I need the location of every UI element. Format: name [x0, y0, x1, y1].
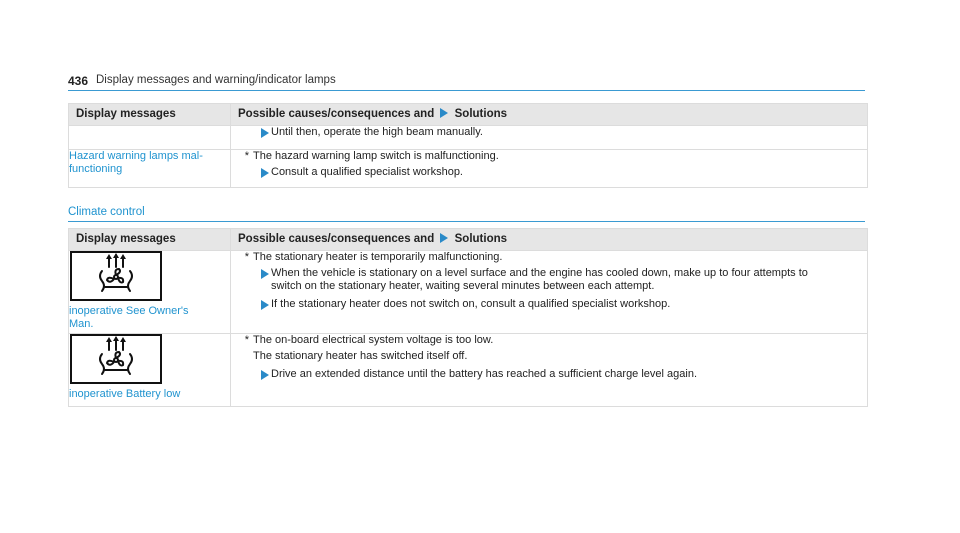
column-header-causes-solutions [231, 229, 868, 251]
cause-text: The on-board electrical system voltage is too low. [253, 334, 494, 346]
message-cell [69, 334, 231, 407]
play-arrow-icon [261, 128, 269, 138]
cause-line [231, 334, 867, 347]
cause-line [231, 150, 867, 163]
play-arrow-icon [261, 300, 269, 310]
note-text: The stationary heater has switched itself off. [253, 350, 468, 362]
column-header-causes-label: Possible causes/consequences and [238, 108, 435, 120]
section-title: Climate control [68, 206, 145, 218]
solution-step [231, 298, 867, 311]
table-row [69, 251, 868, 334]
hazard-warning-message-link[interactable] [69, 150, 230, 176]
solution-step [231, 126, 867, 139]
solution-step [231, 267, 867, 293]
solution-text-line: switch on the stationary heater, waiting several minutes between each attempt. [271, 280, 655, 292]
column-header-display-messages: Display messages [69, 104, 231, 126]
column-header-solutions-label: Solutions [454, 233, 508, 245]
message-cell [69, 150, 231, 188]
heater-inoperative-message-link[interactable] [69, 305, 230, 331]
solution-step [231, 368, 867, 381]
solution-text: Drive an extended distance until the battery has reached a sufficient charge level again. [271, 368, 698, 380]
play-arrow-icon [440, 233, 448, 243]
cause-line [231, 251, 867, 264]
message-text-line: functioning [69, 163, 123, 175]
heater-battery-low-message-link[interactable] [69, 388, 230, 401]
play-arrow-icon [261, 168, 269, 178]
table-header-row [69, 104, 868, 126]
message-text-line: Man. [69, 318, 94, 330]
stationary-heater-icon [70, 251, 162, 301]
play-arrow-icon [261, 370, 269, 380]
solution-cell [231, 126, 868, 150]
column-header-causes-solutions [231, 104, 868, 126]
message-text-line: inoperative See Owner's [69, 305, 189, 317]
messages-table-1 [68, 103, 868, 188]
bullet: * [244, 334, 249, 346]
solution-text-line: When the vehicle is stationary on a level surface and the engine has cooled down, make up to four attempts to [271, 267, 808, 279]
solution-text: Until then, operate the high beam manually. [271, 126, 483, 138]
table-header-row [69, 229, 868, 251]
solution-step [231, 166, 867, 179]
message-cell [69, 126, 231, 150]
section-heading [68, 206, 865, 222]
column-header-display-messages: Display messages [69, 229, 231, 251]
messages-table-2 [68, 228, 868, 407]
table-row [69, 150, 868, 188]
stationary-heater-icon-graphic [72, 336, 160, 382]
cause-text: The stationary heater is temporarily malfunctioning. [253, 251, 503, 263]
page-header [68, 72, 865, 91]
column-header-causes-label: Possible causes/consequences and [238, 233, 435, 245]
message-cell [69, 251, 231, 334]
solution-cell [231, 150, 868, 188]
table-row [69, 334, 868, 407]
cause-text: The hazard warning lamp switch is malfunctioning. [253, 150, 499, 162]
play-arrow-icon [440, 108, 448, 118]
solution-text: Consult a qualified specialist workshop. [271, 166, 463, 178]
page-title: Display messages and warning/indicator lamps [96, 74, 336, 86]
solution-cell [231, 334, 868, 407]
message-text-line: inoperative Battery low [69, 388, 181, 400]
play-arrow-icon [261, 269, 269, 279]
bullet: * [244, 150, 249, 162]
stationary-heater-icon-graphic [72, 253, 160, 299]
page-number: 436 [68, 74, 89, 88]
message-text-line: Hazard warning lamps mal- [69, 150, 203, 162]
solution-text: If the stationary heater does not switch on, consult a qualified specialist workshop. [271, 298, 671, 310]
column-header-solutions-label: Solutions [454, 108, 508, 120]
solution-cell [231, 251, 868, 334]
table-row [69, 126, 868, 150]
stationary-heater-icon [70, 334, 162, 384]
bullet: * [244, 251, 249, 263]
